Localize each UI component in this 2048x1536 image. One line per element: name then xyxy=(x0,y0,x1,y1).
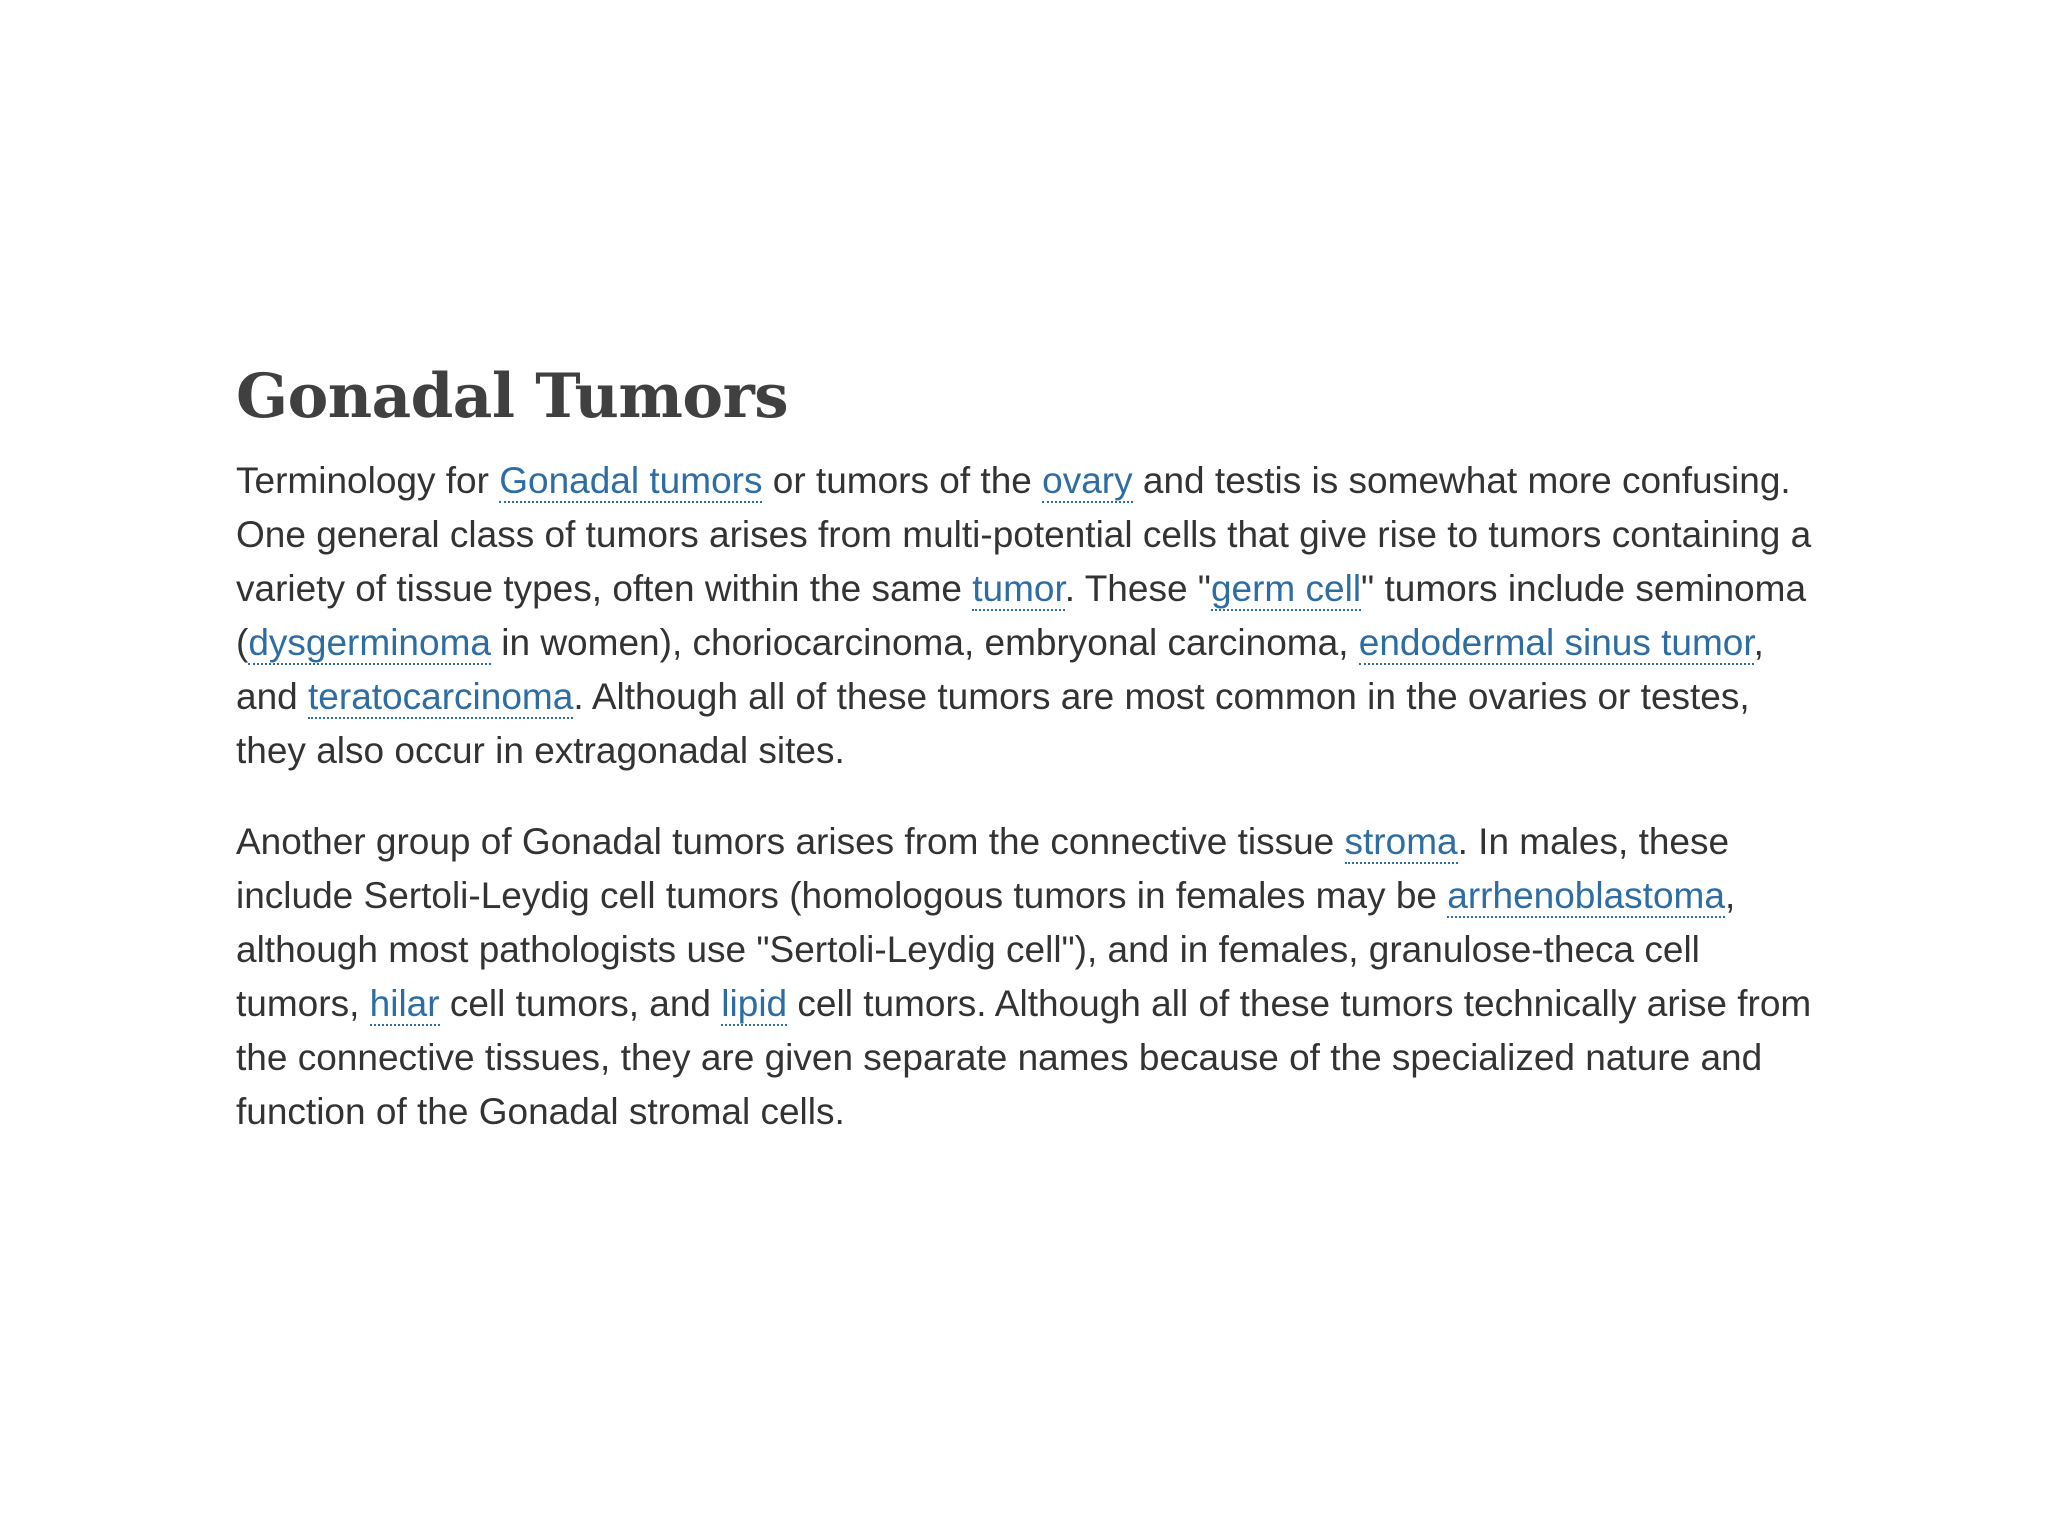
link-tumor[interactable]: tumor xyxy=(972,568,1065,610)
link-germ-cell[interactable]: germ cell xyxy=(1210,568,1362,610)
paragraph-text: Terminology for xyxy=(236,460,500,502)
link-dysgerminoma[interactable]: dysgerminoma xyxy=(248,622,491,664)
paragraph-text: cell tumors. Although all of these tumors technically arise from the connective tissues, they are given separate names because of the specialized nature and function of the Gonadal stromal cells. xyxy=(236,983,1812,1133)
paragraph-text: " tumors include seminoma ( xyxy=(236,568,1807,664)
link-lipid[interactable]: lipid xyxy=(721,983,788,1025)
paragraph-text: . These " xyxy=(1064,568,1211,610)
paragraph-text: . In males, these include Sertoli-Leydig cell tumors (homologous tumors in females may be xyxy=(236,821,1730,917)
article xyxy=(236,345,1816,1176)
link-endodermal-sinus-tumor[interactable]: endodermal sinus tumor xyxy=(1358,622,1754,664)
paragraph-text: , and xyxy=(236,622,1764,718)
link-stroma[interactable]: stroma xyxy=(1344,821,1458,863)
paragraph-text: Another group of Gonadal tumors arises from the connective tissue xyxy=(236,821,1345,863)
paragraph-stromal-tumors xyxy=(236,815,1816,1139)
article-title: Gonadal Tumors xyxy=(236,361,789,432)
paragraph-germ-cell-tumors xyxy=(236,454,1816,778)
paragraph-text: in women), choriocarcinoma, embryonal carcinoma, xyxy=(490,622,1359,664)
link-hilar[interactable]: hilar xyxy=(369,983,440,1025)
paragraph-text: or tumors of the xyxy=(762,460,1043,502)
link-arrhenoblastoma[interactable]: arrhenoblastoma xyxy=(1447,875,1725,917)
paragraph-text: cell tumors, and xyxy=(439,983,722,1025)
link-teratocarcinoma[interactable]: teratocarcinoma xyxy=(308,676,574,718)
paragraph-text: , although most pathologists use "Sertoli-Leydig cell"), and in females, granulose-theca cell tumors, xyxy=(236,875,1736,1025)
link-gonadal-tumors[interactable]: Gonadal tumors xyxy=(499,460,763,502)
paragraph-text: . Although all of these tumors are most common in the ovaries or testes, they also occur in extragonadal sites. xyxy=(236,676,1750,772)
link-ovary[interactable]: ovary xyxy=(1042,460,1133,502)
paragraph-text: and testis is somewhat more confusing. One general class of tumors arises from multi-potential cells that give rise to tumors containing a variety of tissue types, often within the same xyxy=(236,460,1812,610)
